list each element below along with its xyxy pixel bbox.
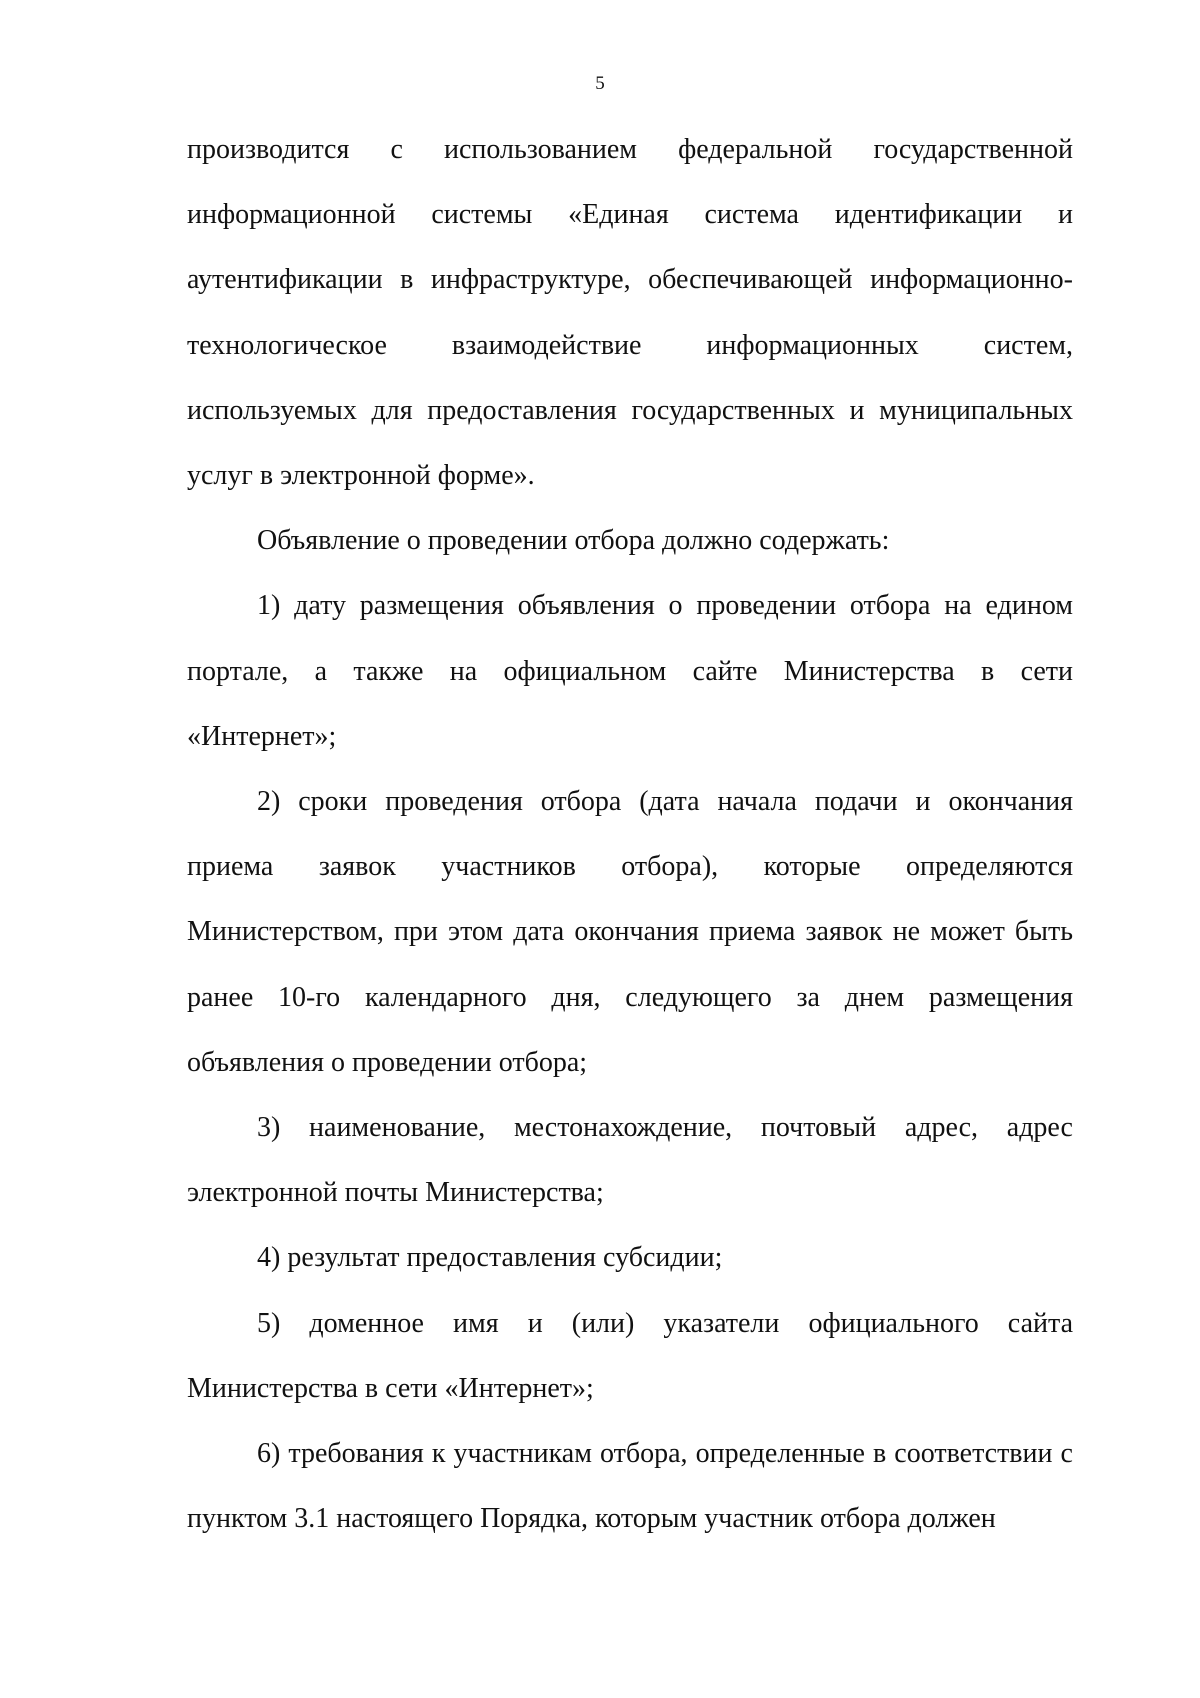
paragraph-item-5: 5) доменное имя и (или) указатели официального сайта Министерства в сети «Интернет»; xyxy=(187,1307,1073,1404)
paragraph-item-3: 3) наименование, местонахождение, почтовый адрес, адрес электронной почты Министерства; xyxy=(187,1112,1073,1209)
paragraph-continuation: производится с использованием федеральной государственной информационной системы «Единая система идентификации и аутентификации в инфраструктуре, обеспечивающей информационно-технологическое взаимодействие информационных систем, используемых для предоставления государственных и муниципальных услуг в электронной форме». xyxy=(187,134,1073,492)
document-body xyxy=(187,117,1073,1551)
page-number: 5 xyxy=(595,73,605,94)
paragraph-item-6: 6) требования к участникам отбора, определенные в соответствии с пунктом 3.1 настоящего Порядка, которым участник отбора должен xyxy=(187,1438,1073,1535)
paragraph-item-1: 1) дату размещения объявления о проведении отбора на едином портале, а также на официальном сайте Министерства в сети «Интернет»; xyxy=(187,590,1073,752)
paragraph-item-4: 4) результат предоставления субсидии; xyxy=(257,1242,723,1274)
paragraph-item-2: 2) сроки проведения отбора (дата начала подачи и окончания приема заявок участников отбора), которые определяются Министерством, при этом дата окончания приема заявок не может быть ранее 10-го календарного дня, следующего за днем размещения объявления о проведении отбора; xyxy=(187,786,1073,1078)
paragraph-announcement-intro: Объявление о проведении отбора должно содержать: xyxy=(257,525,890,557)
